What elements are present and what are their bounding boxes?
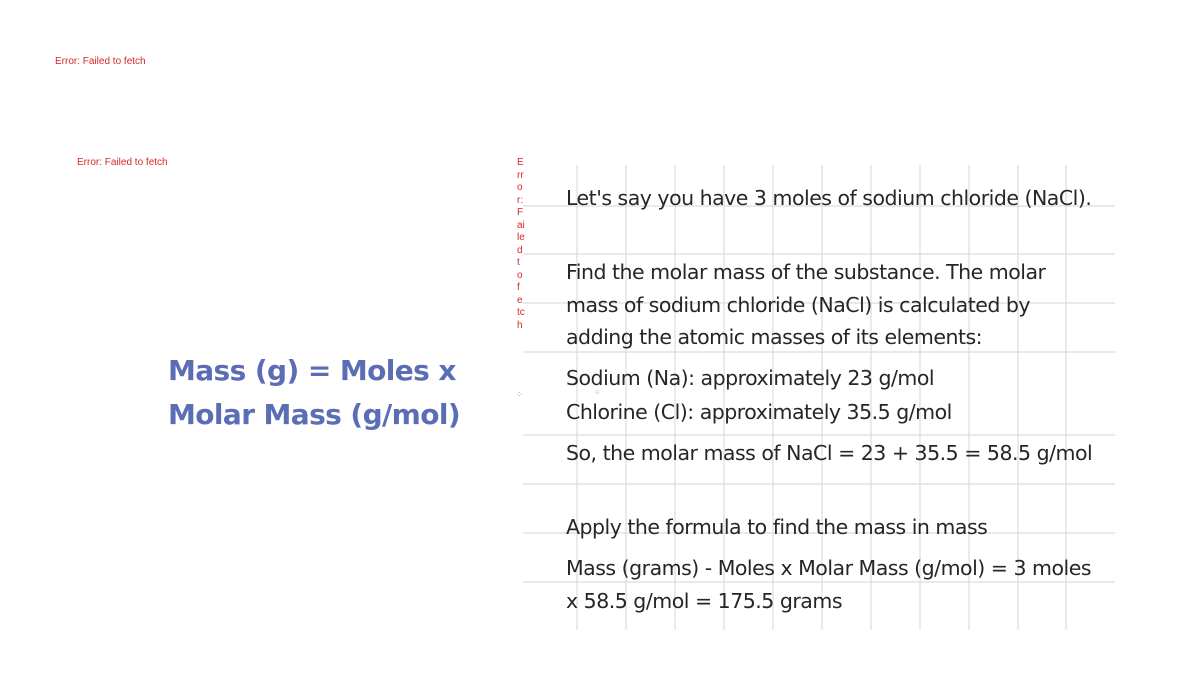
mass-formula-line-1: Mass (g) = Moles x [168,354,456,387]
fetch-error-message: Error: Failed to fetch [77,157,168,168]
step-given: Let's say you have 3 moles of sodium chloride (NaCl). [566,186,1092,210]
loading-spinner-icon: ⁘ [516,390,523,399]
step-apply: Apply the formula to find the mass in mass [566,515,988,539]
fetch-error-message: Error: Failed to fetch [55,56,146,67]
loading-spinner-icon: ⁘ [594,388,601,397]
step-chlorine: Chlorine (Cl): approximately 35.5 g/mol [566,400,952,424]
step-sodium: Sodium (Na): approximately 23 g/mol [566,366,935,390]
fetch-error-message-clipped: Error: Failed to fetch [517,157,525,331]
mass-formula-line-2: Molar Mass (g/mol) [168,398,461,431]
step-result: Mass (grams) - Moles x Molar Mass (g/mol) = 3 moles x 58.5 g/mol = 175.5 grams [566,556,1092,613]
step-sum: So, the molar mass of NaCl = 23 + 35.5 = 58.5 g/mol [566,441,1093,465]
step-molar-mass: Find the molar mass of the substance. The molar mass of sodium chloride (NaCl) is calculated by adding the atomic masses of its elements: [566,260,1046,349]
